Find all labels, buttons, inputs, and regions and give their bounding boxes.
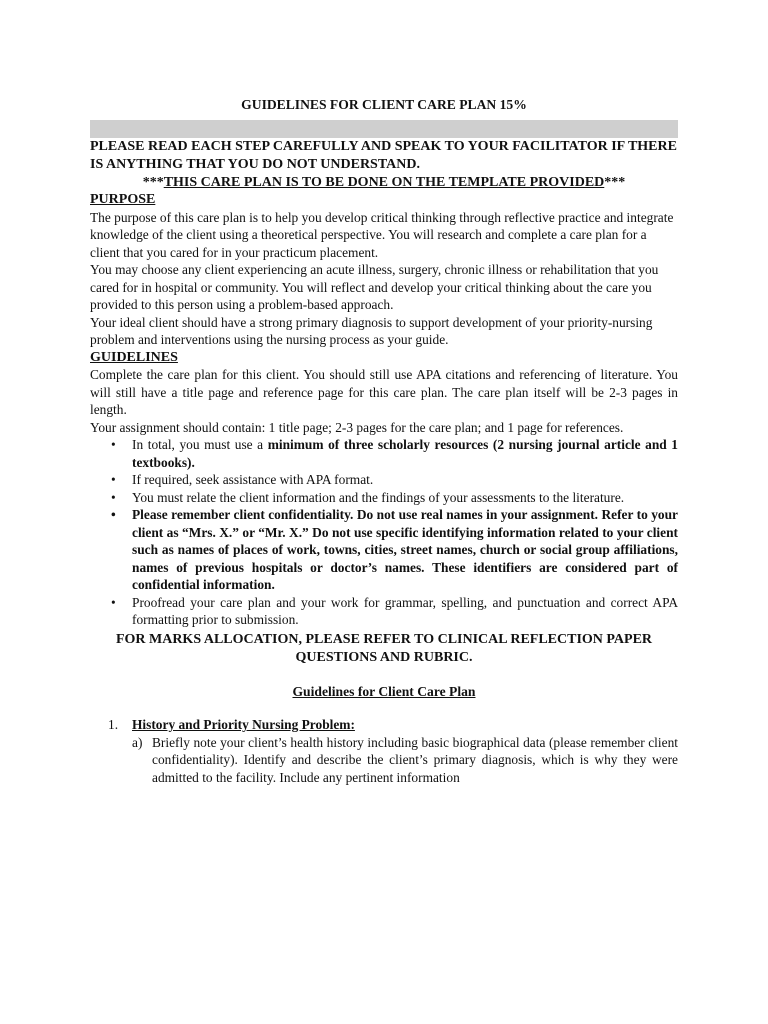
bullet-glyph: • <box>111 472 116 487</box>
bullet-1-bold: minimum of three scholarly resources (2 nursing journal article and 1 textbooks). <box>132 437 678 470</box>
purpose-paragraph-3: Your ideal client should have a strong primary diagnosis to support development of your priority-nursing problem and interventions using the nursing process as your guide. <box>90 314 653 347</box>
list-item <box>111 436 678 471</box>
bullet-glyph: • <box>111 437 116 452</box>
list-item <box>111 506 678 594</box>
template-instruction <box>90 174 678 192</box>
purpose-heading: PURPOSE <box>90 192 156 207</box>
purpose-paragraph-1: The purpose of this care plan is to help you develop critical thinking through reflective practice and integrate knowledge of the client using a theoretical perspective. You will research and complete a care plan for a client that you cared for in your practicum placement. <box>90 209 674 260</box>
section-1-number: 1. <box>108 717 119 732</box>
item-a-marker: a) <box>132 734 143 750</box>
template-text: THIS CARE PLAN IS TO BE DONE ON THE TEMPLATE PROVIDED <box>163 174 605 190</box>
bullet-2-text: If required, seek assistance with APA format. <box>132 472 374 487</box>
bullet-glyph: • <box>111 507 116 522</box>
guidelines-heading: GUIDELINES <box>90 349 178 365</box>
list-item <box>111 489 678 507</box>
bullet-3-text: You must relate the client information and the findings of your assessments to the literature. <box>132 489 625 505</box>
section-1-item-a <box>90 734 678 787</box>
read-carefully-notice: PLEASE READ EACH STEP CAREFULLY AND SPEAK TO YOUR FACILITATOR IF THERE IS ANYTHING THAT YOU DO NOT UNDERSTAND. <box>90 138 677 172</box>
purpose-paragraph-2: You may choose any client experiencing an acute illness, surgery, chronic illness or rehabilitation that you cared for in hospital or community. You will reflect and develop your critical thinking about the care you provided to this person using a problem-based approach. <box>90 262 659 312</box>
template-prefix: *** <box>142 174 164 190</box>
care-plan-subtitle: Guidelines for Client Care Plan <box>292 683 476 699</box>
title-shaded-bar <box>90 120 678 138</box>
document-title: GUIDELINES FOR CLIENT CARE PLAN 15% <box>241 97 527 112</box>
bullet-glyph: • <box>111 594 116 610</box>
bullet-glyph: • <box>111 489 116 505</box>
marks-allocation-note: FOR MARKS ALLOCATION, PLEASE REFER TO CLINICAL REFLECTION PAPER QUESTIONS AND RUBRIC. <box>115 631 653 665</box>
template-suffix: *** <box>604 174 626 190</box>
bullet-4-text: Please remember client confidentiality. Do not use real names in your assignment. Refer to your client as “Mrs. X.” or “Mr. X.” Do not use specific identifying information related to your client such as names of places of work, towns, cities, street names, church or social group affiliations, names of previous hospitals or doctor’s names. These identifiers are considered part of confidential information. <box>132 507 678 592</box>
item-a-text: Briefly note your client’s health history including basic biographical data (please remember client confidentiality). Identify and describe the client’s primary diagnosis, which is why they were admitted to the facility. Include any pertinent information <box>152 734 678 785</box>
bullet-5-text: Proofread your care plan and your work for grammar, spelling, and punctuation and correct APA formatting prior to submission. <box>132 594 678 627</box>
guidelines-paragraph-2: Your assignment should contain: 1 title page; 2-3 pages for the care plan; and 1 page for references. <box>90 419 624 435</box>
bullet-1-plain: In total, you must use a <box>132 437 268 452</box>
list-item <box>111 471 678 489</box>
guidelines-bullet-list <box>90 436 678 629</box>
section-1-label: History and Priority Nursing Problem: <box>132 717 355 732</box>
section-1 <box>90 716 678 734</box>
guidelines-paragraph-1: Complete the care plan for this client. You should still use APA citations and referencing of literature. You will still have a title page and reference page for this care plan. The care plan itself will be 2-3 pages in length. <box>90 367 678 417</box>
document-content <box>90 96 678 786</box>
list-item <box>111 594 678 629</box>
